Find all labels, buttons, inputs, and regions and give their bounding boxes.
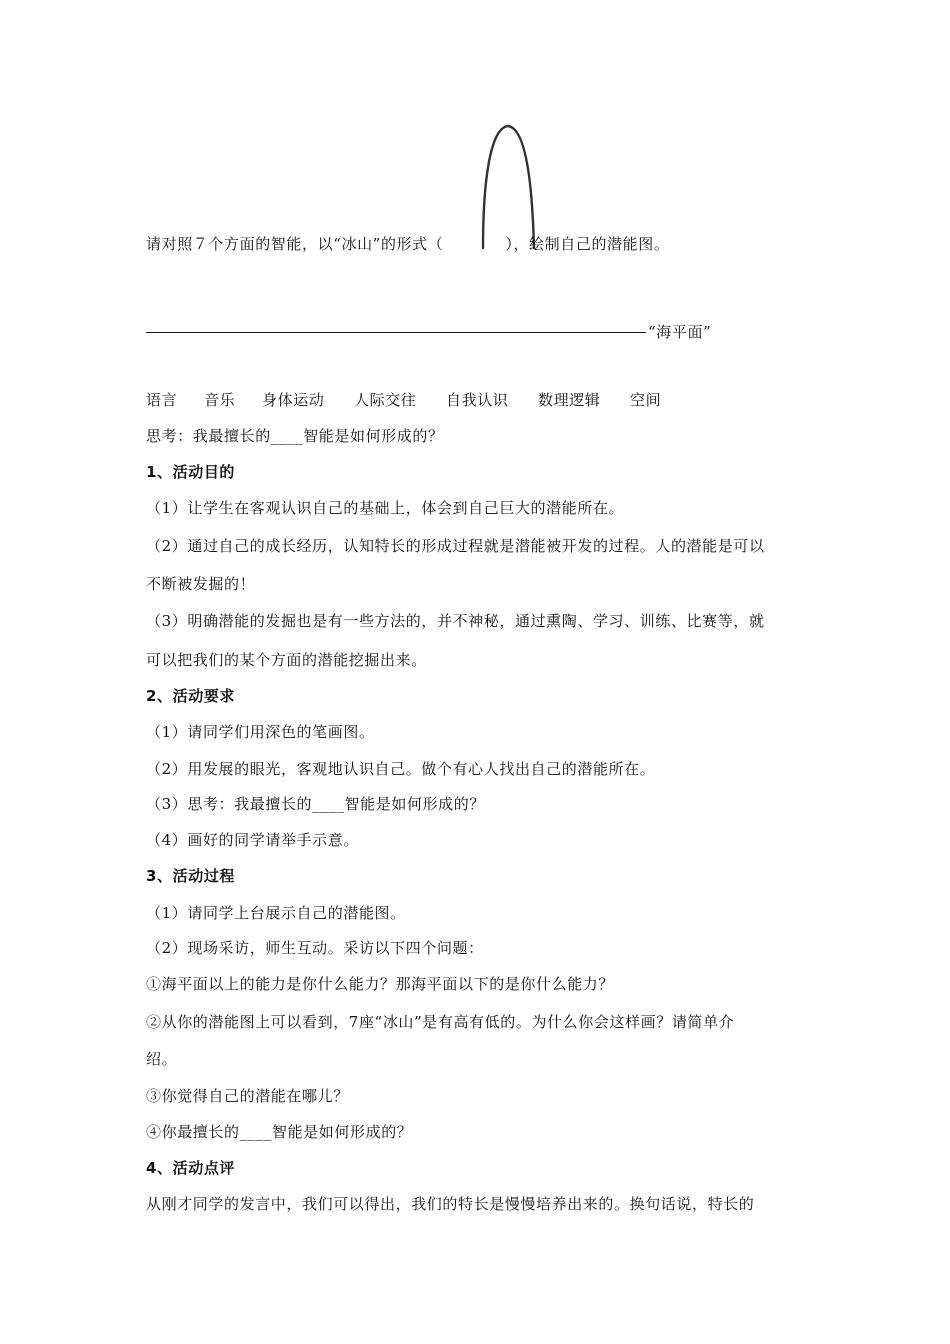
iceberg-shape <box>476 122 540 252</box>
think-question: 思考：我最擅长的____智能是如何形成的？ <box>146 427 444 445</box>
intelligence-interpersonal: 人际交往 <box>354 391 417 409</box>
intelligence-music: 音乐 <box>204 391 236 409</box>
interview-question-1: ①海平面以上的能力是你什么能力？那海平面以下的是你什么能力？ <box>146 975 615 993</box>
instruction-before: 请对照７个方面的智能，以“冰山”的形式（ <box>146 235 444 253</box>
intelligence-space: 空间 <box>630 391 662 409</box>
process-item-2: （2）现场采访，师生互动。采访以下四个问题： <box>146 939 484 957</box>
section-heading-process: 3、活动过程 <box>146 867 236 885</box>
purpose-item-2: （2）通过自己的成长经历，认知特长的形成过程就是潜能被开发的过程。人的潜能是可以 <box>146 537 765 555</box>
section-heading-review: 4、活动点评 <box>146 1159 236 1177</box>
requirement-item-4: （4）画好的同学请举手示意。 <box>146 831 359 849</box>
purpose-item-2-cont: 不断被发掘的！ <box>146 575 256 593</box>
purpose-item-3: （3）明确潜能的发掘也是有一些方法的，并不神秘，通过熏陶、学习、训练、比赛等，就 <box>146 612 765 630</box>
intelligence-self: 自我认识 <box>446 391 509 409</box>
intelligence-language: 语言 <box>146 391 178 409</box>
intelligence-logic: 数理逻辑 <box>538 391 601 409</box>
purpose-item-3-cont: 可以把我们的某个方面的潜能挖掘出来。 <box>146 651 427 669</box>
interview-question-2: ②从你的潜能图上可以看到，7座“冰山”是有高有低的。为什么你会这样画？请简单介 <box>146 1013 735 1031</box>
interview-question-3: ③你觉得自己的潜能在哪儿？ <box>146 1087 349 1105</box>
sea-level-label: “海平面” <box>648 323 712 341</box>
interview-question-4: ④你最擅长的____智能是如何形成的？ <box>146 1123 413 1141</box>
process-item-1: （1）请同学上台展示自己的潜能图。 <box>146 904 406 922</box>
instruction-after: ），绘制自己的潜能图。 <box>505 235 670 253</box>
sea-level-line <box>146 332 646 333</box>
requirement-item-3: （3）思考：我最擅长的____智能是如何形成的？ <box>146 795 485 813</box>
requirement-item-1: （1）请同学们用深色的笔画图。 <box>146 723 375 741</box>
requirement-item-2: （2）用发展的眼光，客观地认识自己。做个有心人找出自己的潜能所在。 <box>146 760 656 778</box>
interview-question-2-cont: 绍。 <box>146 1050 178 1068</box>
section-heading-purpose: 1、活动目的 <box>146 463 236 481</box>
review-paragraph: 从刚才同学的发言中，我们可以得出，我们的特长是慢慢培养出来的。换句话说，特长的 <box>146 1195 755 1213</box>
purpose-item-1: （1）让学生在客观认识自己的基础上，体会到自己巨大的潜能所在。 <box>146 499 625 517</box>
section-heading-requirements: 2、活动要求 <box>146 687 236 705</box>
iceberg-instruction <box>146 234 669 254</box>
intelligence-body: 身体运动 <box>262 391 325 409</box>
